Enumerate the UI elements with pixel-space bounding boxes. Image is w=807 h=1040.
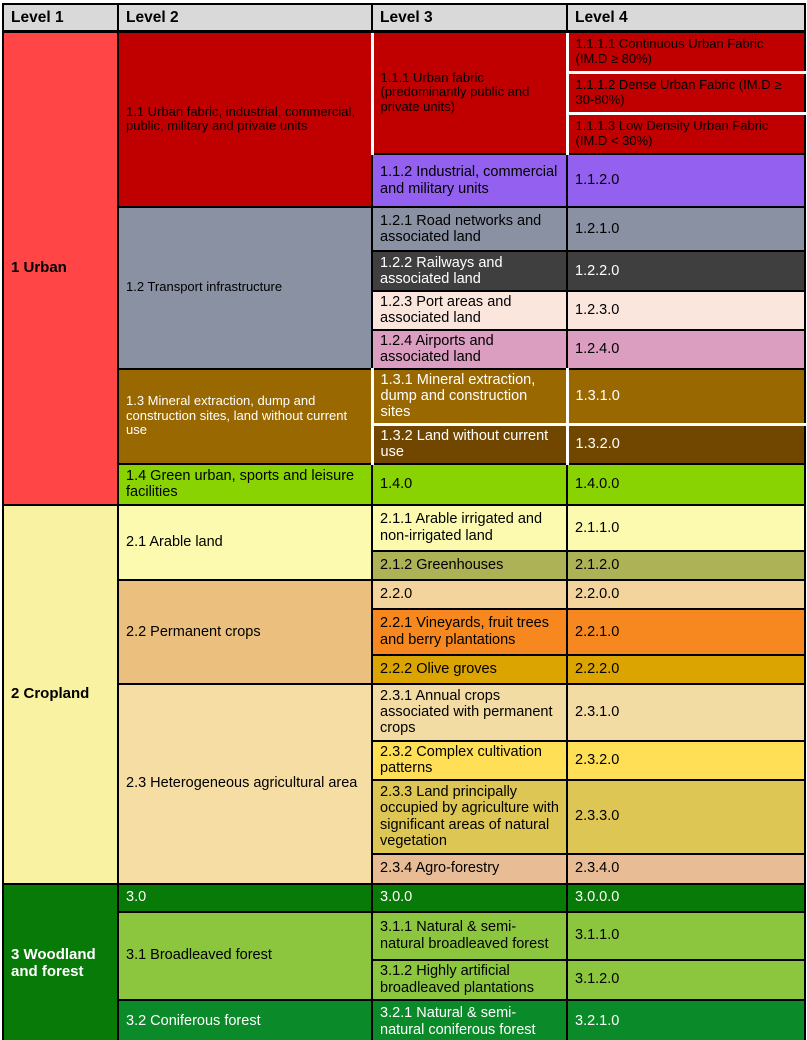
cell-3-0-0-0: 3.0.0.0	[567, 884, 805, 912]
cell-1-3-2-0: 1.3.2.0	[567, 425, 805, 464]
cell-3-2-1: 3.2.1 Natural & semi-natural coniferous forest	[372, 1000, 567, 1040]
cell-2-2-0-0: 2.2.0.0	[567, 580, 805, 609]
cell-2-2-2: 2.2.2 Olive groves	[372, 655, 567, 684]
cell-2-2-0: 2.2.0	[372, 580, 567, 609]
cell-1-4-0: 1.4.0	[372, 464, 567, 505]
land-cover-legend-table	[2, 3, 806, 1040]
cell-2-2-1-0: 2.2.1.0	[567, 609, 805, 655]
cell-3-2: 3.2 Coniferous forest	[118, 1000, 372, 1040]
cell-2-3-3-0: 2.3.3.0	[567, 780, 805, 854]
table-row	[3, 31, 805, 72]
cell-3-1-2: 3.1.2 Highly artificial broadleaved plantations	[372, 960, 567, 1000]
table-row	[3, 369, 805, 425]
table-row	[3, 464, 805, 505]
cell-1-1-1-3: 1.1.1.3 Low Density Urban Fabric (IM.D < 30%)	[567, 113, 805, 154]
cell-1-3-1: 1.3.1 Mineral extraction, dump and construction sites	[372, 369, 567, 425]
cell-3-woodland-and-forest: 3 Woodland and forest	[3, 884, 118, 1040]
cell-1-2-4-0: 1.2.4.0	[567, 330, 805, 369]
cell-2-2-2-0: 2.2.2.0	[567, 655, 805, 684]
table-row	[3, 207, 805, 251]
cell-1-1-2: 1.1.2 Industrial, commercial and military units	[372, 154, 567, 207]
cell-2-3-3: 2.3.3 Land principally occupied by agriculture with significant areas of natural vegetation	[372, 780, 567, 854]
cell-2-3-2: 2.3.2 Complex cultivation patterns	[372, 741, 567, 780]
cell-1-2-1: 1.2.1 Road networks and associated land	[372, 207, 567, 251]
cell-2-1: 2.1 Arable land	[118, 505, 372, 580]
cell-2-3-4: 2.3.4 Agro-forestry	[372, 854, 567, 884]
cell-1-2-3-0: 1.2.3.0	[567, 291, 805, 330]
cell-1-2-2: 1.2.2 Railways and associated land	[372, 251, 567, 291]
cell-3-1-2-0: 3.1.2.0	[567, 960, 805, 1000]
cell-1-1-1-2: 1.1.1.2 Dense Urban Fabric (IM.D ≥ 30-80%)	[567, 72, 805, 113]
header-level-2: Level 2	[118, 4, 372, 31]
cell-1-2: 1.2 Transport infrastructure	[118, 207, 372, 369]
cell-1-4-0-0: 1.4.0.0	[567, 464, 805, 505]
cell-1-3-2: 1.3.2 Land without current use	[372, 425, 567, 464]
cell-2-3-1-0: 2.3.1.0	[567, 684, 805, 741]
classification-table	[2, 3, 807, 1040]
header-row	[3, 4, 805, 31]
cell-2-3-1: 2.3.1 Annual crops associated with permanent crops	[372, 684, 567, 741]
cell-1-1-1: 1.1.1 Urban fabric (predominantly public and private units)	[372, 31, 567, 154]
cell-2-1-2-0: 2.1.2.0	[567, 551, 805, 580]
cell-2-3-4-0: 2.3.4.0	[567, 854, 805, 884]
cell-3-2-1-0: 3.2.1.0	[567, 1000, 805, 1040]
cell-2-1-1-0: 2.1.1.0	[567, 505, 805, 551]
cell-3-1-1-0: 3.1.1.0	[567, 912, 805, 960]
cell-2-1-2: 2.1.2 Greenhouses	[372, 551, 567, 580]
cell-1-3: 1.3 Mineral extraction, dump and construction sites, land without current use	[118, 369, 372, 464]
header-level-3: Level 3	[372, 4, 567, 31]
cell-1-1-1-1: 1.1.1.1 Continuous Urban Fabric (IM.D ≥ 80%)	[567, 31, 805, 72]
table-row	[3, 1000, 805, 1040]
cell-1-2-4: 1.2.4 Airports and associated land	[372, 330, 567, 369]
cell-2-3-2-0: 2.3.2.0	[567, 741, 805, 780]
cell-1-2-1-0: 1.2.1.0	[567, 207, 805, 251]
cell-2-2-1: 2.2.1 Vineyards, fruit trees and berry plantations	[372, 609, 567, 655]
cell-2-3: 2.3 Heterogeneous agricultural area	[118, 684, 372, 884]
table-row	[3, 580, 805, 609]
table-row	[3, 684, 805, 741]
cell-2-cropland: 2 Cropland	[3, 505, 118, 884]
header-level-1: Level 1	[3, 4, 118, 31]
cell-1-4: 1.4 Green urban, sports and leisure facilities	[118, 464, 372, 505]
cell-2-2: 2.2 Permanent crops	[118, 580, 372, 684]
cell-1-1: 1.1 Urban fabric, industrial, commercial, public, military and private units	[118, 31, 372, 207]
header-level-4: Level 4	[567, 4, 805, 31]
cell-2-1-1: 2.1.1 Arable irrigated and non-irrigated land	[372, 505, 567, 551]
cell-1-2-2-0: 1.2.2.0	[567, 251, 805, 291]
table-row	[3, 912, 805, 960]
cell-1-2-3: 1.2.3 Port areas and associated land	[372, 291, 567, 330]
cell-3-0-0: 3.0.0	[372, 884, 567, 912]
cell-3-1: 3.1 Broadleaved forest	[118, 912, 372, 1000]
cell-1-3-1-0: 1.3.1.0	[567, 369, 805, 425]
cell-3-1-1: 3.1.1 Natural & semi-natural broadleaved forest	[372, 912, 567, 960]
table-row	[3, 884, 805, 912]
cell-1-urban: 1 Urban	[3, 31, 118, 505]
cell-1-1-2-0: 1.1.2.0	[567, 154, 805, 207]
table-row	[3, 505, 805, 551]
cell-3-0: 3.0	[118, 884, 372, 912]
